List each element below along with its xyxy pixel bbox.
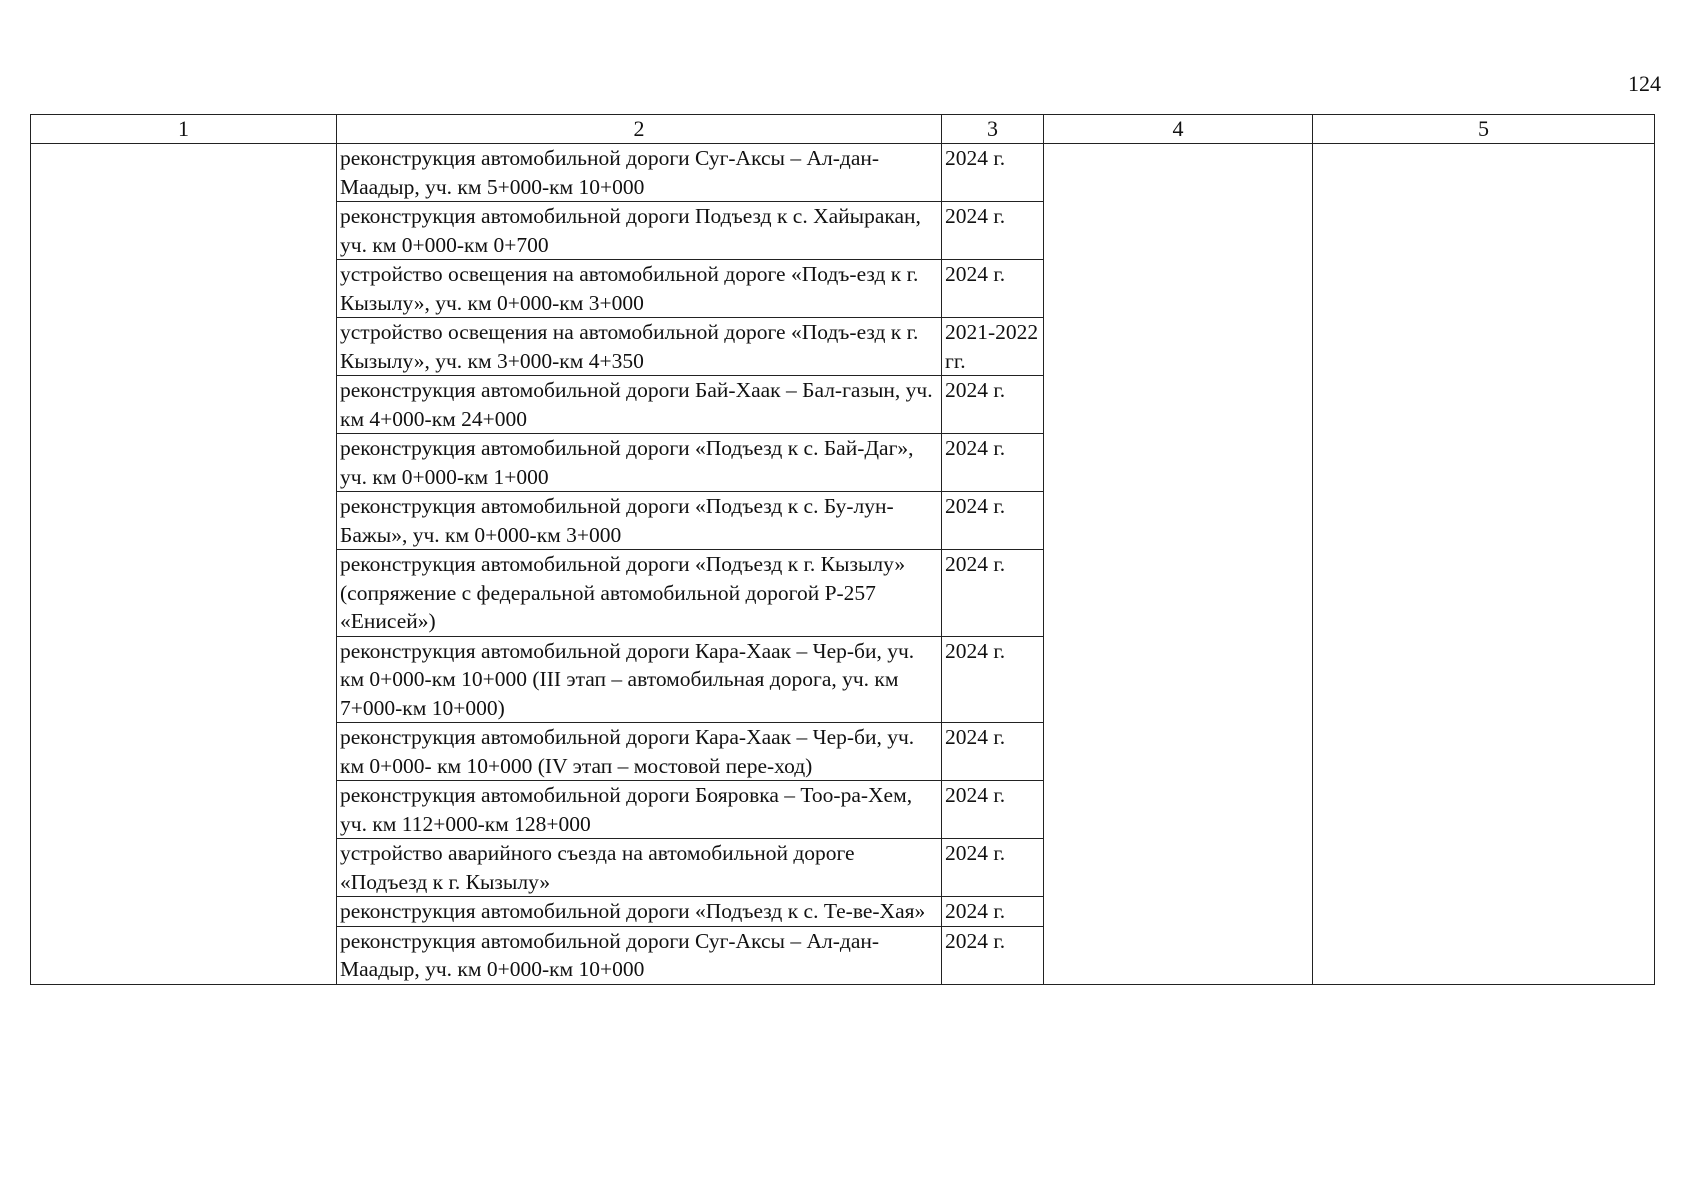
work-description: устройство освещения на автомобильной дороге «Подъ-езд к г. Кызылу», уч. км 0+000-км 3+000: [340, 262, 919, 315]
description-cell: [337, 144, 942, 202]
description-cell: [337, 839, 942, 897]
column-4-cell: [1044, 144, 1313, 985]
work-year: 2024 г.: [945, 552, 1006, 576]
table-header: [31, 115, 1655, 144]
header-col-3: 3: [942, 115, 1044, 144]
description-cell: [337, 318, 942, 376]
work-year: 2024 г.: [945, 146, 1006, 170]
description-cell: [337, 492, 942, 550]
work-description: реконструкция автомобильной дороги «Подъезд к с. Бу-лун-Бажы», уч. км 0+000-км 3+000: [340, 494, 894, 547]
work-year: 2024 г.: [945, 494, 1006, 518]
work-year: 2024 г.: [945, 436, 1006, 460]
header-col-2: 2: [337, 115, 942, 144]
year-cell: [942, 144, 1044, 202]
work-description: устройство освещения на автомобильной дороге «Подъ-езд к г. Кызылу», уч. км 3+000-км 4+350: [340, 320, 919, 373]
work-year: 2024 г.: [945, 841, 1006, 865]
work-description: реконструкция автомобильной дороги Подъезд к с. Хайыракан, уч. км 0+000-км 0+700: [340, 204, 921, 257]
work-description: реконструкция автомобильной дороги Кара-Хаак – Чер-би, уч. км 0+000- км 10+000 (IV этап – мостовой пере-ход): [340, 725, 915, 778]
work-year: 2024 г.: [945, 783, 1006, 807]
description-cell: [337, 781, 942, 839]
work-year: 2024 г.: [945, 899, 1006, 923]
column-1-cell: [31, 144, 337, 985]
work-year: 2021-2022 гг.: [945, 320, 1039, 373]
work-description: реконструкция автомобильной дороги «Подъезд к с. Те-ве-Хая»: [340, 899, 926, 923]
year-cell: [942, 636, 1044, 723]
document-table: [30, 114, 1655, 985]
work-description: реконструкция автомобильной дороги Суг-Аксы – Ал-дан-Маадыр, уч. км 0+000-км 10+000: [340, 928, 880, 981]
column-5-cell: [1313, 144, 1655, 985]
description-cell: [337, 550, 942, 637]
description-cell: [337, 926, 942, 984]
year-cell: [942, 318, 1044, 376]
work-year: 2024 г.: [945, 928, 1006, 953]
header-col-1: 1: [31, 115, 337, 144]
header-row: [31, 115, 1655, 144]
work-year: 2024 г.: [945, 378, 1006, 402]
description-cell: [337, 897, 942, 927]
description-cell: [337, 260, 942, 318]
description-cell: [337, 202, 942, 260]
year-cell: [942, 434, 1044, 492]
year-cell: [942, 781, 1044, 839]
year-cell: [942, 723, 1044, 781]
year-cell: [942, 926, 1044, 984]
work-description: реконструкция автомобильной дороги Кара-Хаак – Чер-би, уч. км 0+000-км 10+000 (III этап – автомобильная дорога, уч. км 7+000-км 10+000): [340, 638, 915, 720]
year-cell: [942, 492, 1044, 550]
table-body: [31, 144, 1655, 985]
work-description: реконструкция автомобильной дороги Бай-Хаак – Бал-газын, уч. км 4+000-км 24+000: [340, 378, 933, 431]
work-description: устройство аварийного съезда на автомобильной дороге «Подъезд к г. Кызылу»: [340, 841, 855, 894]
year-cell: [942, 897, 1044, 927]
page-number: 124: [1628, 71, 1661, 96]
work-year: 2024 г.: [945, 638, 1006, 663]
description-cell: [337, 636, 942, 723]
work-description: реконструкция автомобильной дороги «Подъезд к с. Бай-Даг», уч. км 0+000-км 1+000: [340, 436, 914, 489]
header-col-4: 4: [1044, 115, 1313, 144]
work-year: 2024 г.: [945, 204, 1006, 228]
work-description: реконструкция автомобильной дороги Бояровка – Тоо-ра-Хем, уч. км 112+000-км 128+000: [340, 783, 913, 836]
year-cell: [942, 202, 1044, 260]
year-cell: [942, 839, 1044, 897]
description-cell: [337, 376, 942, 434]
table-row: [31, 144, 1655, 202]
year-cell: [942, 550, 1044, 637]
year-cell: [942, 260, 1044, 318]
work-description: реконструкция автомобильной дороги Суг-Аксы – Ал-дан-Маадыр, уч. км 5+000-км 10+000: [340, 146, 880, 199]
description-cell: [337, 434, 942, 492]
description-cell: [337, 723, 942, 781]
year-cell: [942, 376, 1044, 434]
work-description: реконструкция автомобильной дороги «Подъезд к г. Кызылу» (сопряжение с федеральной автомобильной дорогой Р-257 «Енисей»): [340, 552, 906, 633]
header-col-5: 5: [1313, 115, 1655, 144]
work-year: 2024 г.: [945, 262, 1006, 286]
work-year: 2024 г.: [945, 725, 1006, 749]
